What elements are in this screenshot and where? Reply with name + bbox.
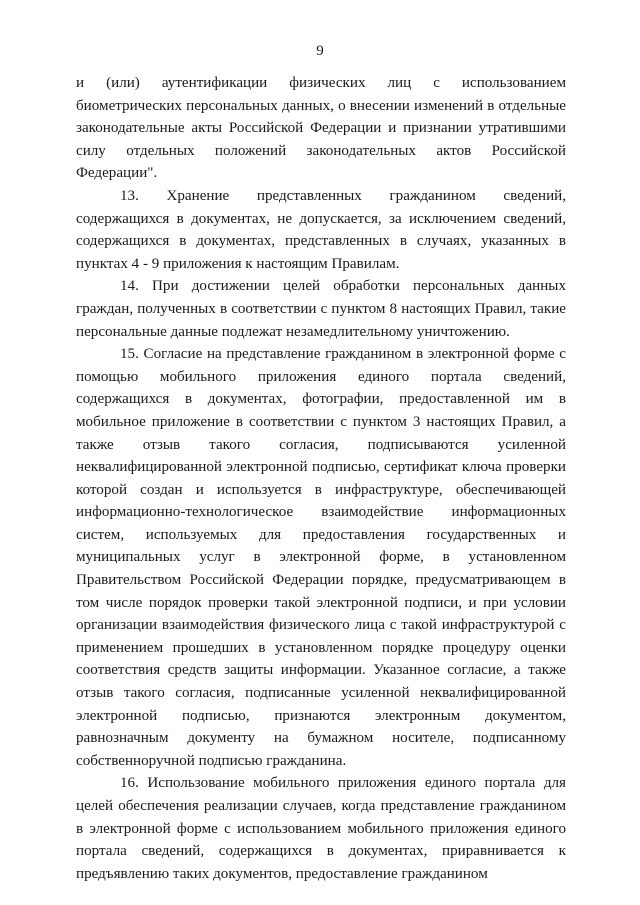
paragraph-13: 13. Хранение представленных гражданином сведений, содержащихся в документах, не допускается, за исключением сведений, содержащихся в документах, представленных в случаях, указанных в пунктах 4 - 9 приложения к настоящим Правилам. bbox=[76, 187, 566, 272]
document-body bbox=[76, 72, 566, 885]
page-number: 9 bbox=[316, 43, 324, 59]
paragraph-15: 15. Согласие на представление гражданином в электронной форме с помощью мобильного приложения единого портала сведений, содержащихся в документах, фотографии, предоставленной им в мобильное приложение в соответствии с пунктом 3 настоящих Правил, а также отзыв такого согласия, подписываются усиленной неквалифицированной электронной подписью, сертификат ключа проверки которой создан и используется в инфраструктуре, обеспечивающей информационно-технологическое взаимодействие информационных систем, используемых для предоставления государственных и муниципальных услуг в электронной форме, в установленном Правительством Российской Федерации порядке, предусматривающем в том числе порядок проверки такой электронной подписи, и при условии организации взаимодействия физического лица с такой инфраструктурой с применением прошедших в установленном порядке процедуру оценки соответствия средств защиты информации. Указанное согласие, а также отзыв такого согласия, подписанные усиленной неквалифицированной электронной подписью, признаются электронным документом, равнозначным документу на бумажном носителе, подписанному собственноручной подписью гражданина. bbox=[76, 346, 566, 769]
paragraph-16: 16. Использование мобильного приложения единого портала для целей обеспечения реализации случаев, когда представление гражданином в электронной форме с использованием мобильного приложения единого портала сведений, содержащихся в документах, приравнивается к предъявлению таких документов, предоставление гражданином bbox=[76, 775, 566, 882]
paragraph-14: 14. При достижении целей обработки персональных данных граждан, полученных в соответствии с пунктом 8 настоящих Правил, такие персональные данные подлежат незамедлительному уничтожению. bbox=[76, 278, 566, 340]
paragraph-continuation: и (или) аутентификации физических лиц с использованием биометрических персональных данных, о внесении изменений в отдельные законодательные акты Российской Федерации и признании утратившими силу отдельных положений законодательных актов Российской Федерации". bbox=[76, 75, 566, 182]
